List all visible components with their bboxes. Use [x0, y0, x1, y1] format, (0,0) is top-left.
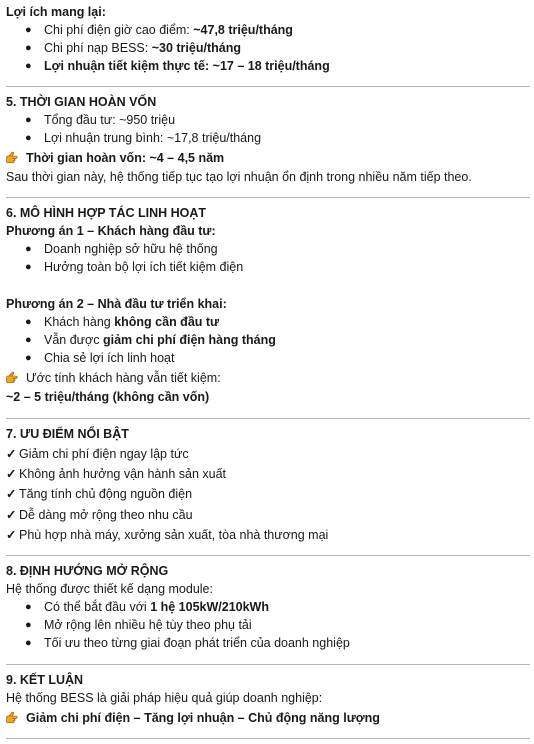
list-item: Chia sẻ lợi ích linh hoạt: [44, 351, 175, 365]
check-icon: ✓: [6, 528, 17, 542]
benefit-item: Lợi nhuận tiết kiệm thực tế: ~17 – 18 triệu/tháng: [44, 59, 330, 73]
benefit-item: Chi phí điện giờ cao điểm: ~47,8 triệu/tháng: [44, 23, 293, 37]
bullet-dot: ●: [25, 601, 32, 613]
section-intro: Hệ thống được thiết kế dạng module:: [6, 582, 213, 596]
section-heading: 5. THỜI GIAN HOÀN VỐN: [6, 95, 157, 109]
list-item: Doanh nghiệp sở hữu hệ thống: [44, 242, 218, 256]
check-icon: ✓: [6, 467, 17, 481]
option1-title: Phương án 1 – Khách hàng đầu tư:: [6, 224, 216, 238]
section-heading: 9. KẾT LUẬN: [6, 673, 84, 687]
check-icon: ✓: [6, 447, 17, 461]
pointing-hand-icon: [6, 371, 22, 383]
advantage-item: ✓ Dễ dàng mở rộng theo nhu cầu: [6, 508, 193, 522]
bullet-dot: ●: [25, 114, 32, 126]
payback-note: Sau thời gian này, hệ thống tiếp tục tạo lợi nhuận ổn định trong nhiều năm tiếp theo.: [6, 170, 472, 184]
divider: [6, 86, 530, 87]
divider: [6, 197, 530, 198]
list-item: Vẫn được giảm chi phí điện hàng tháng: [44, 333, 276, 347]
pointing-hand-icon: [6, 151, 22, 163]
bullet-dot: ●: [25, 132, 32, 144]
check-icon: ✓: [6, 487, 17, 501]
benefits-heading: Lợi ích mang lại:: [6, 5, 106, 19]
bullet-dot: ●: [25, 316, 32, 328]
estimate-value: ~2 – 5 triệu/tháng (không cần vốn): [6, 390, 210, 404]
check-icon: ✓: [6, 508, 17, 522]
pointing-hand-icon: [6, 711, 22, 723]
list-item: Mở rộng lên nhiều hệ tùy theo phụ tải: [44, 618, 252, 632]
bullet-dot: ●: [25, 261, 32, 273]
list-item: Có thể bắt đầu với 1 hệ 105kW/210kWh: [44, 600, 269, 614]
section-heading: 7. ƯU ĐIỂM NỔI BẬT: [6, 427, 129, 441]
conclusion-highlight: Giảm chi phí điện – Tăng lợi nhuận – Chủ động năng lượng: [6, 710, 380, 726]
list-item: Hưởng toàn bộ lợi ích tiết kiệm điện: [44, 260, 244, 274]
advantage-item: ✓ Phù hợp nhà máy, xưởng sản xuất, tòa nhà thương mại: [6, 528, 329, 542]
list-item: Tối ưu theo từng giai đoạn phát triển của doanh nghiệp: [44, 636, 350, 650]
bullet-dot: ●: [25, 60, 32, 72]
benefit-item: Chi phí nạp BESS: ~30 triệu/tháng: [44, 41, 241, 55]
divider: [6, 738, 530, 739]
option2-title: Phương án 2 – Nhà đầu tư triển khai:: [6, 297, 227, 311]
divider: [6, 418, 530, 419]
bullet-dot: ●: [25, 243, 32, 255]
list-item: Tổng đầu tư: ~950 triệu: [44, 113, 176, 127]
bullet-dot: ●: [25, 619, 32, 631]
bullet-dot: ●: [25, 42, 32, 54]
list-item: Khách hàng không cần đầu tư: [44, 315, 220, 329]
bullet-dot: ●: [25, 352, 32, 364]
advantage-item: ✓ Tăng tính chủ động nguồn điện: [6, 487, 193, 501]
bullet-dot: ●: [25, 334, 32, 346]
list-item: Lợi nhuận trung bình: ~17,8 triệu/tháng: [44, 131, 262, 145]
section-heading: 6. MÔ HÌNH HỢP TÁC LINH HOẠT: [6, 206, 207, 220]
payback-highlight: Thời gian hoàn vốn: ~4 – 4,5 năm: [6, 150, 224, 166]
advantage-item: ✓ Không ảnh hưởng vận hành sản xuất: [6, 467, 227, 481]
bullet-dot: ●: [25, 24, 32, 36]
advantage-item: ✓ Giảm chi phí điện ngay lập tức: [6, 447, 189, 461]
section-intro: Hệ thống BESS là giải pháp hiệu quả giúp doanh nghiệp:: [6, 691, 323, 705]
estimate-label: Ước tính khách hàng vẫn tiết kiệm:: [6, 370, 221, 386]
bullet-dot: ●: [25, 637, 32, 649]
divider: [6, 555, 530, 556]
divider: [6, 664, 530, 665]
section-heading: 8. ĐỊNH HƯỚNG MỞ RỘNG: [6, 564, 169, 578]
